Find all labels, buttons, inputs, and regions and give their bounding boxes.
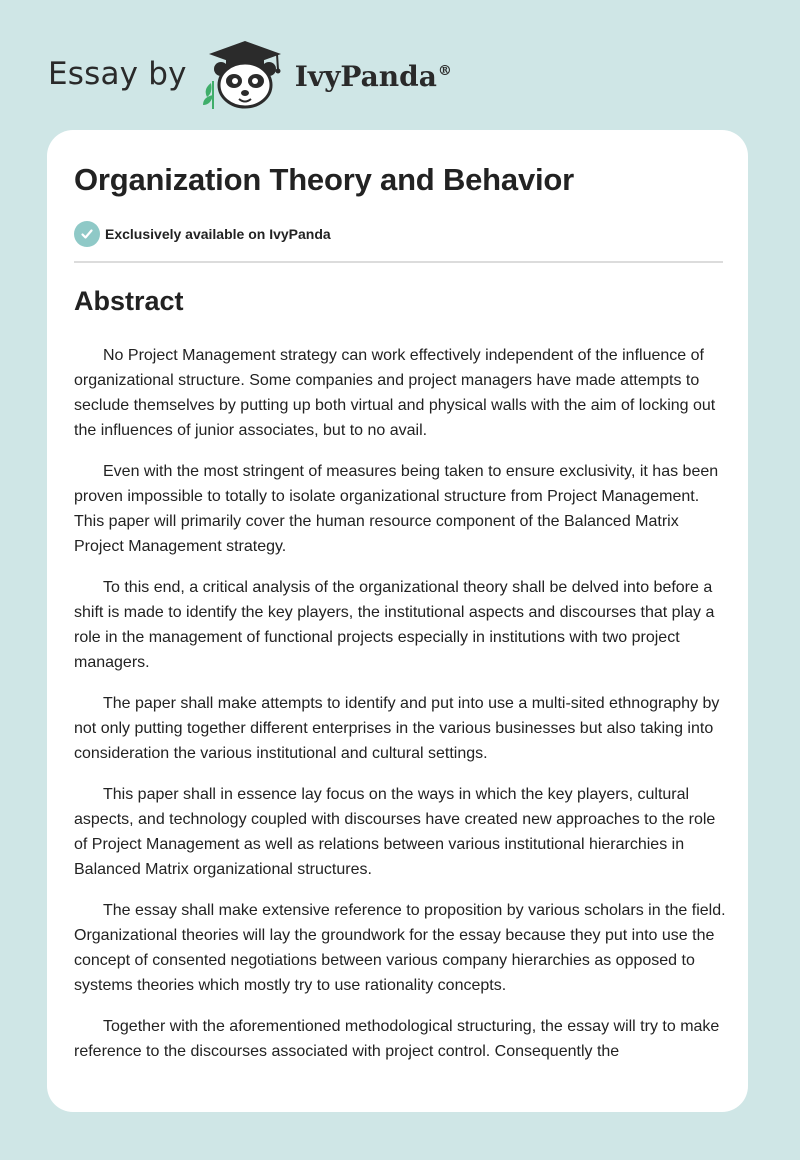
paragraph: Together with the aforementioned methodological structuring, the essay will try to make reference to the discourses associated with project control. Consequently the: [74, 1018, 720, 1060]
abstract-body: [74, 343, 727, 1080]
title-divider: [74, 261, 723, 263]
brand-name: IvyPanda®: [294, 59, 452, 93]
essay-card: [47, 130, 748, 1112]
exclusive-label: Exclusively available on IvyPanda: [105, 226, 331, 242]
exclusive-notice: [74, 221, 331, 247]
brand-prefix: Essay by: [48, 56, 187, 92]
paragraph: To this end, a critical analysis of the organizational theory shall be delved into before a shift is made to identify the key players, the institutional aspects and discourses that play a role in the management of functional projects especially in institutions with two project managers.: [74, 579, 715, 671]
section-heading-abstract: Abstract: [74, 286, 184, 316]
page-title: Organization Theory and Behavior: [74, 162, 575, 197]
paragraph: The essay shall make extensive reference to proposition by various scholars in the field. Organizational theories will lay the groundwork for the essay because they put into use the concept of consented negotiations between various company hierarchies as opposed to systems theories which mostly try to use rationality concepts.: [74, 902, 726, 994]
site-header: [48, 34, 452, 114]
paragraph: The paper shall make attempts to identify and put into use a multi-sited ethnography by not only putting together different enterprises in the various businesses but also taking into consideration the various institutional and cultural settings.: [74, 695, 720, 762]
registered-mark: ®: [437, 63, 452, 80]
check-circle-icon: [74, 221, 100, 247]
paragraph: Even with the most stringent of measures being taken to ensure exclusivity, it has been proven impossible to totally to isolate organizational structure from Project Management. This paper will primarily cover the human resource component of the Balanced Matrix Project Management strategy.: [74, 463, 719, 555]
paragraph: No Project Management strategy can work effectively independent of the influence of organizational structure. Some companies and project managers have made attempts to seclude themselves by putting up both virtual and physical walls with the aim of locking out the influences of junior associates, but to no avail.: [74, 347, 716, 439]
paragraph: This paper shall in essence lay focus on the ways in which the key players, cultural aspects, and technology coupled with discourses have created new approaches to the role of Project Management as well as relations between various institutional hierarchies in Balanced Matrix organizational structures.: [74, 786, 716, 878]
panda-logo-icon: [199, 37, 291, 111]
